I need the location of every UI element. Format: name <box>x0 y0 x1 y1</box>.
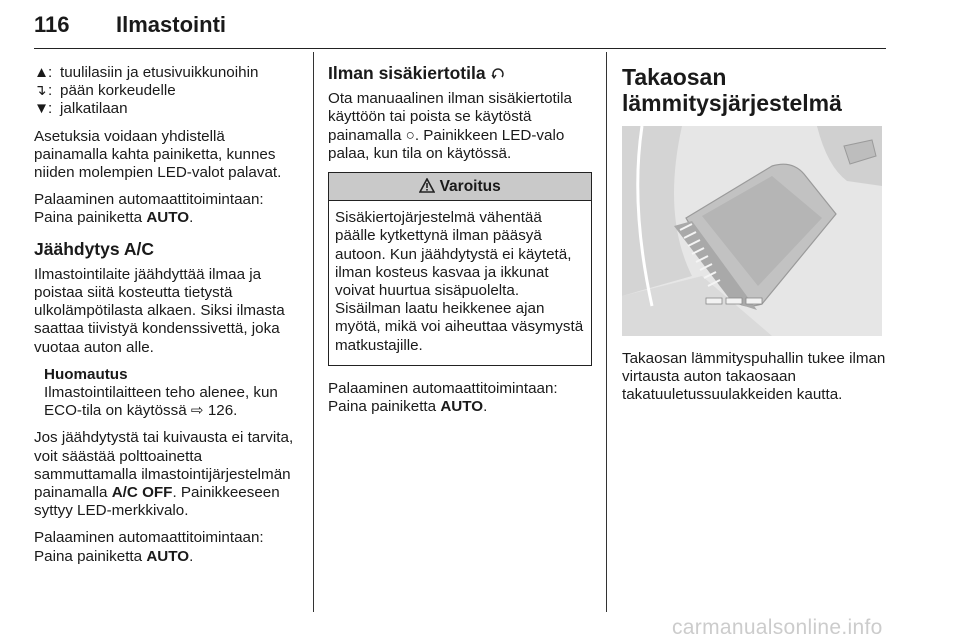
column-divider <box>313 52 314 612</box>
rear-heater-photo <box>622 126 882 336</box>
auto-button-label: AUTO <box>146 547 190 565</box>
airflow-list <box>34 64 302 119</box>
section-heading-ac: Jäähdytys A/C <box>34 238 154 259</box>
list-item-text: pään korkeudelle <box>60 82 176 100</box>
list-colon: : <box>48 100 53 118</box>
list-item-text: jalkatilaan <box>60 100 128 118</box>
warning-icon <box>419 178 435 193</box>
ac-off-button-label: A/C OFF <box>111 484 173 502</box>
column-divider <box>606 52 607 612</box>
page-header <box>34 8 886 49</box>
warning-box <box>328 172 592 366</box>
section-heading-recirculation: Ilman sisäkiertotila <box>328 64 592 82</box>
list-item <box>34 64 302 82</box>
list-colon: : <box>48 64 53 81</box>
warning-title: Varoitus <box>439 178 501 196</box>
list-item <box>34 82 302 100</box>
note-title: Huomautus <box>44 365 128 383</box>
arrow-down-icon: ▼ <box>34 100 50 118</box>
paragraph: Palaaminen automaattitoimintaan: Paina painiketta AUTO. <box>34 529 264 565</box>
head-level-icon: ↴ <box>34 82 47 100</box>
section-heading-rear-heating: Takaosan lämmitysjärjestelmä <box>622 64 842 116</box>
paragraph: Asetuksia voidaan yhdistellä painamalla kahta painiketta, kunnes niiden molempien LED-valot palavat. <box>34 127 282 182</box>
paragraph: Palaaminen automaattitoimintaan: Paina painiketta AUTO. <box>34 191 264 227</box>
column-1 <box>34 64 302 575</box>
list-item <box>34 100 302 118</box>
list-colon: : <box>48 82 53 100</box>
paragraph: Palaaminen automaattitoimintaan: Paina painiketta AUTO. <box>328 379 558 416</box>
list-item-text: tuulilasiin ja etusivuikkunoihin <box>60 64 259 81</box>
photo-caption: Takaosan lämmityspuhallin tukee ilman virtausta auton takaosaan takatuuletussuulakkeiden kautta. <box>622 350 886 404</box>
note-text: Ilmastointilaitteen teho alenee, kun ECO-tila on käytössä ⇨ 126. <box>44 384 278 420</box>
recirculation-icon <box>490 66 506 80</box>
column-2 <box>328 64 592 425</box>
auto-button-label: AUTO <box>146 209 190 227</box>
auto-button-label: AUTO <box>440 398 484 416</box>
paragraph: Ilmastointilaite jäähdyttää ilmaa ja poistaa siitä kosteutta tietystä ulkolämpötilasta alkaen. Siksi ilmasta saattaa tiivistyä kondenssivettä, joka vuotaa auton alle. <box>34 265 285 356</box>
note <box>44 366 302 421</box>
paragraph: Jos jäähdytystä tai kuivausta ei tarvita, voit säästää polttoainetta sammuttamalla ilmastointijärjestelmän painamalla A/C OFF. Painikkeeseen syttyy LED-merkkivalo. <box>34 429 294 520</box>
warning-header <box>329 173 591 201</box>
watermark: carmanualsonline.info <box>672 616 883 639</box>
page-number: 116 <box>34 12 70 37</box>
arrow-up-icon: ▲ <box>34 64 50 81</box>
chapter-title: Ilmastointi <box>116 12 227 37</box>
column-3 <box>622 64 890 414</box>
paragraph: Ota manuaalinen ilman sisäkiertotila käyttöön tai poista se käytöstä painamalla ○. Painikkeen LED-valo palaa, kun tila on käytössä. <box>328 90 572 162</box>
warning-text: Sisäkiertojärjestelmä vähentää päälle kytkettynä ilman pääsyä autoon. Kun jäähdytystä ei käytetä, ilman kosteus kasvaa ja ikkunat voivat huurtua sisäpuolelta. Sisäilman laatu heikkenee ajan myötä, mikä voi aiheuttaa väsymystä matkustajille. <box>335 209 584 354</box>
